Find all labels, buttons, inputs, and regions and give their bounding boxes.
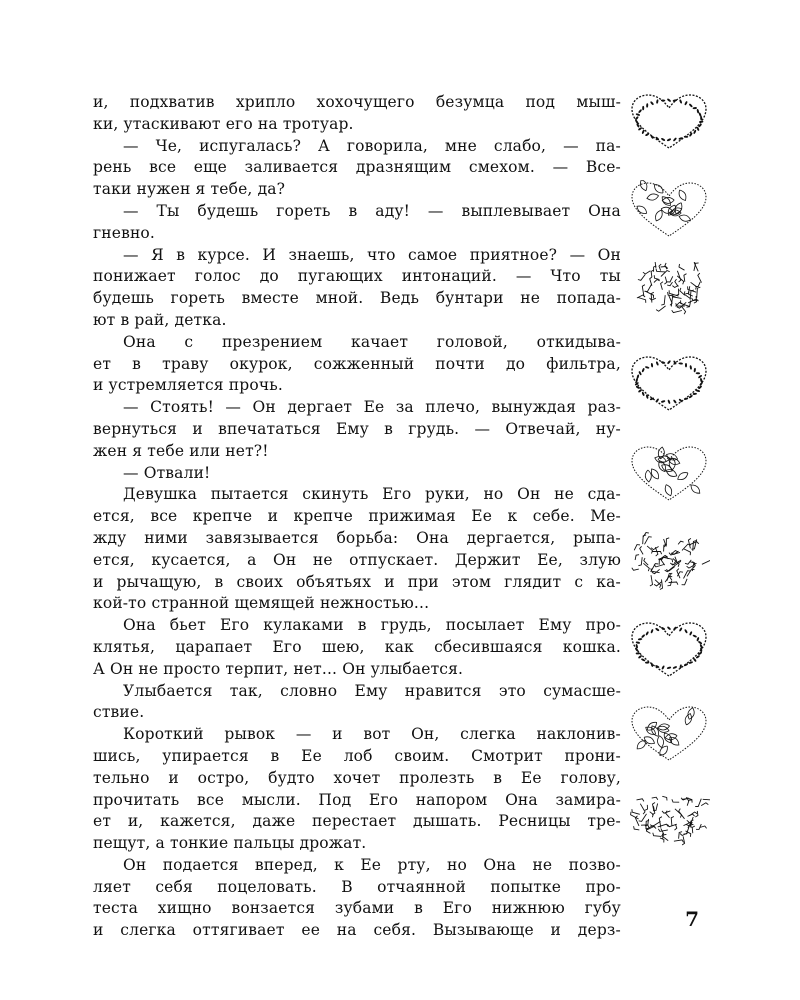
text-line: теста хищно вонзается зубами в Его нижнюю губу — [93, 899, 621, 918]
text-line: жен я тебе или нет?! — [93, 441, 269, 460]
body-text — [93, 92, 621, 942]
text-line: ляет себя поцеловать. В отчаянной попытке про- — [93, 877, 621, 896]
leaf-heart-icon — [628, 444, 710, 504]
leaf-heart-icon — [628, 180, 710, 240]
text-line: и, подхватив хрипло хохочущего безумца под мыш- — [93, 93, 621, 111]
text-line: вернуться и впечататься Ему в грудь. — Отвечай, ну- — [93, 419, 621, 438]
cracked-heart-icon — [628, 532, 710, 592]
text-line: рень все еще заливается дразнящим смехом. — Все- — [93, 158, 621, 177]
text-line: ет и, кажется, даже перестает дышать. Ресницы тре- — [93, 812, 621, 831]
text-line: Улыбается так, словно Ему нравится это сумасше- — [123, 681, 621, 700]
text-line: Она с презрением качает головой, откидыва- — [123, 332, 621, 351]
text-line: — Отвали! — [123, 463, 211, 482]
text-line: Короткий рывок — и вот Он, слегка наклонив- — [123, 725, 621, 744]
page-number: 7 — [685, 907, 699, 931]
text-line: и рычащую, в своих объятьях и при этом глядит с ка- — [93, 572, 621, 591]
text-line: будешь гореть вместе мной. Ведь бунтари не попада- — [93, 289, 621, 308]
text-line: Она бьет Его кулаками в грудь, посылает Ему про- — [123, 616, 621, 635]
text-line: таки нужен я тебе, да? — [93, 180, 286, 199]
vine-heart-icon — [628, 620, 710, 680]
text-line: Девушка пытается скинуть Его руки, но Он не сда- — [123, 485, 621, 504]
leaf-heart-icon — [628, 704, 710, 764]
cracked-heart-icon — [628, 262, 710, 322]
text-line: и слегка оттягивает ее на себя. Вызывающе и дерз- — [93, 921, 621, 940]
text-line: — Ты будешь гореть в аду! — выплевывает Она — [123, 201, 621, 220]
cracked-heart-icon — [628, 792, 710, 852]
text-line: понижает голос до пугающих интонаций. — Что ты — [93, 267, 621, 286]
text-line: тельно и остро, будто хочет пролезть в Ее голову, — [93, 768, 621, 787]
text-line: клятья, царапает Его шею, как сбесившаяся кошка. — [93, 637, 621, 656]
text-line: ки, утаскивают его на тротуар. — [93, 114, 354, 133]
text-line: ют в рай, детка. — [93, 310, 227, 329]
text-line: и устремляется прочь. — [93, 376, 283, 395]
text-line: ет в траву окурок, сожженный почти до фильтра, — [93, 354, 621, 373]
text-line: жду ними завязывается борьба: Она дергается, рыпа- — [93, 528, 621, 547]
vine-heart-icon — [628, 92, 710, 152]
vine-heart-icon — [628, 354, 710, 414]
text-line: — Стоять! — Он дергает Ее за плечо, вынуждая раз- — [123, 398, 621, 417]
text-line: ется, кусается, а Он не отпускает. Держит Ее, злую — [93, 550, 621, 569]
text-line: ется, все крепче и крепче прижимая Ее к себе. Ме- — [93, 507, 621, 526]
text-line: — Я в курсе. И знаешь, что самое приятное? — Он — [123, 245, 621, 264]
text-line: А Он не просто терпит, нет... Он улыбается. — [93, 659, 464, 678]
text-line: — Че, испугалась? А говорила, мне слабо, — па- — [123, 136, 621, 155]
text-line: гневно. — [93, 223, 155, 242]
text-line: ствие. — [93, 703, 145, 722]
text-line: пещут, а тонкие пальцы дрожат. — [93, 834, 367, 853]
text-line: Он подается вперед, к Ее рту, но Она не позво- — [123, 855, 621, 874]
text-line: прочитать все мысли. Под Его напором Она замира- — [93, 790, 621, 809]
margin-decorations — [628, 92, 720, 882]
text-line: шись, упирается в Ее лоб своим. Смотрит прони- — [93, 746, 621, 765]
text-line: кой-то странной щемящей нежностью... — [93, 594, 430, 613]
